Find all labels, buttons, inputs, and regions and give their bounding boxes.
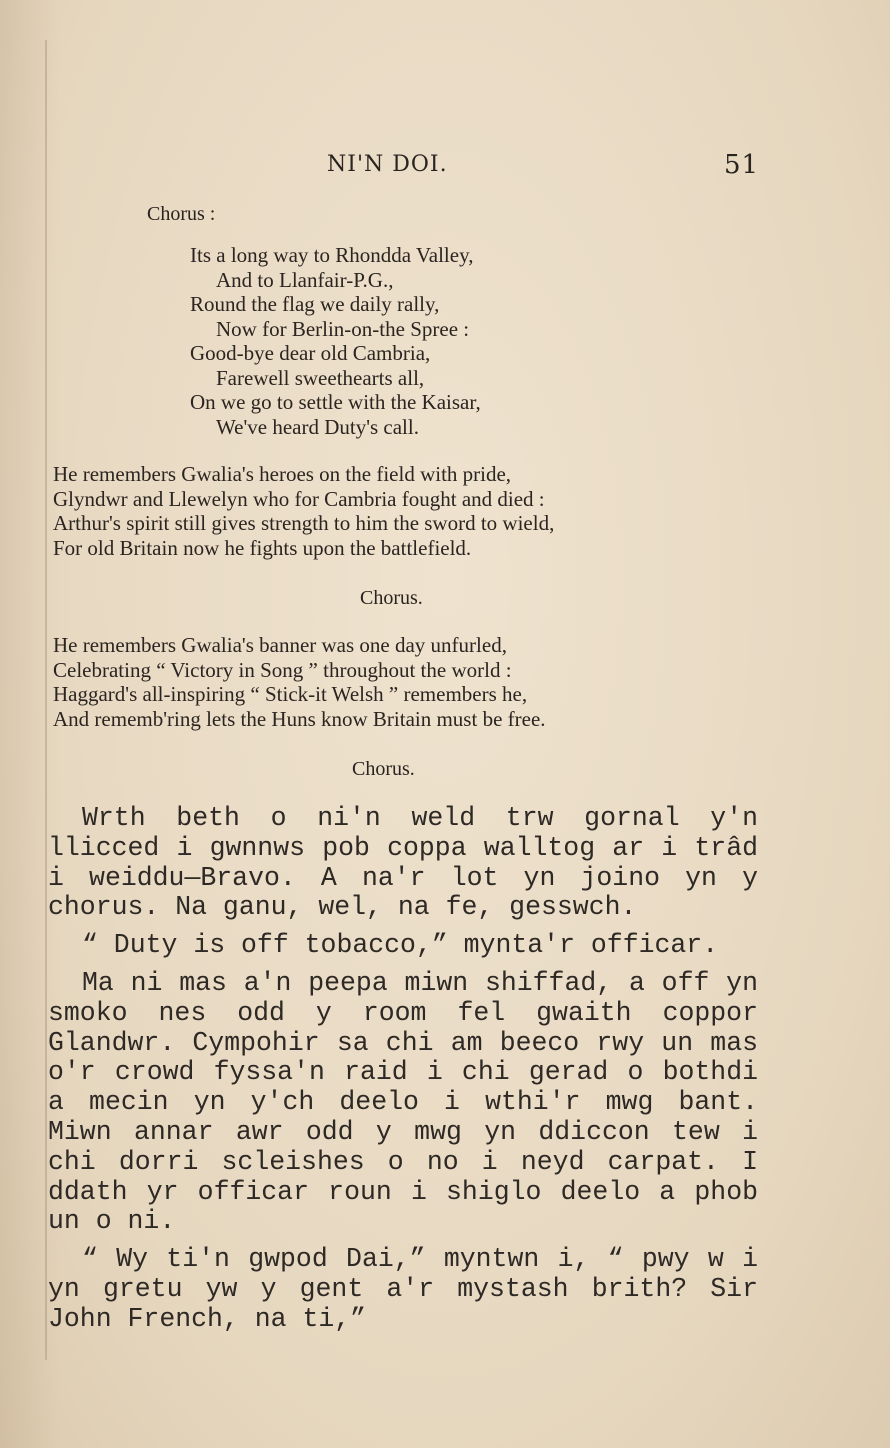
verse-line: He remembers Gwalia's heroes on the field with pride,: [53, 462, 512, 486]
chorus-line: On we go to settle with the Kaisar,: [190, 390, 481, 414]
chorus-line: Its a long way to Rhondda Valley,: [190, 243, 474, 267]
gutter-shadow: [45, 40, 47, 1360]
chorus-heading: Chorus.: [352, 758, 415, 780]
verse-line: Haggard's all-inspiring “ Stick-it Welsh ” remembers he,: [53, 682, 528, 706]
verse-line: Arthur's spirit still gives strength to him the sword to wield,: [53, 511, 555, 535]
verse-line: Glyndwr and Llewelyn who for Cambria fought and died :: [53, 486, 545, 511]
paragraph: Ma ni mas a'n peepa miwn shiffad, a off yn smoko nes odd y room fel gwaith coppor Glandwr. Cympohir sa chi am beeco rwy un mas o'r crowd fyssa'n raid i chi gerad o bothdi a mecin yn y'ch deelo i wthi'r mwg bant. Miwn annar awr odd y mwg yn ddiccon tew i chi dorri scleishes o no i neyd carpat. I ddath yr officar roun i shiglo deelo a phob un o ni.: [48, 967, 758, 1237]
paragraph: “ Wy ti'n gwpod Dai,” myntwn i, “ pwy w i yn gretu yw y gent a'r mystash brith? Sir John French, na ti,”: [48, 1244, 758, 1334]
running-title: NI'N DOI.: [327, 152, 448, 177]
chorus-line: And to Llanfair-P.G.,: [216, 267, 394, 292]
chorus-line: Round the flag we daily rally,: [190, 292, 440, 316]
chorus-heading: Chorus :: [147, 203, 216, 225]
verse-line: For old Britain now he fights upon the battlefield.: [53, 535, 472, 560]
chorus-lyrics: [190, 243, 610, 439]
chorus-line: Now for Berlin-on-the Spree :: [216, 316, 470, 341]
running-head: [0, 150, 890, 190]
verse-stanza: [53, 462, 763, 560]
paragraph: “ Duty is off tobacco,” mynta'r officar.: [82, 930, 719, 961]
verse-stanza: [53, 633, 763, 731]
chorus-line: Farewell sweethearts all,: [216, 365, 425, 390]
verse-line: Celebrating “ Victory in Song ” throughout the world :: [53, 657, 512, 682]
chorus-line: Good-bye dear old Cambria,: [190, 341, 431, 365]
page-number: 51: [724, 150, 760, 180]
verse-line: And rememb'ring lets the Huns know Britain must be free.: [53, 706, 546, 731]
verse-line: He remembers Gwalia's banner was one day unfurled,: [53, 633, 507, 657]
chorus-line: We've heard Duty's call.: [216, 414, 419, 439]
paragraph: Wrth beth o ni'n weld trw gornal y'n llicced i gwnnws pob coppa walltog ar i trâd i weiddu—Bravo. A na'r lot yn joino yn y chorus. Na ganu, wel, na fe, gesswch.: [48, 803, 758, 923]
chorus-heading: Chorus.: [360, 587, 423, 609]
prose-body: [48, 804, 758, 1343]
